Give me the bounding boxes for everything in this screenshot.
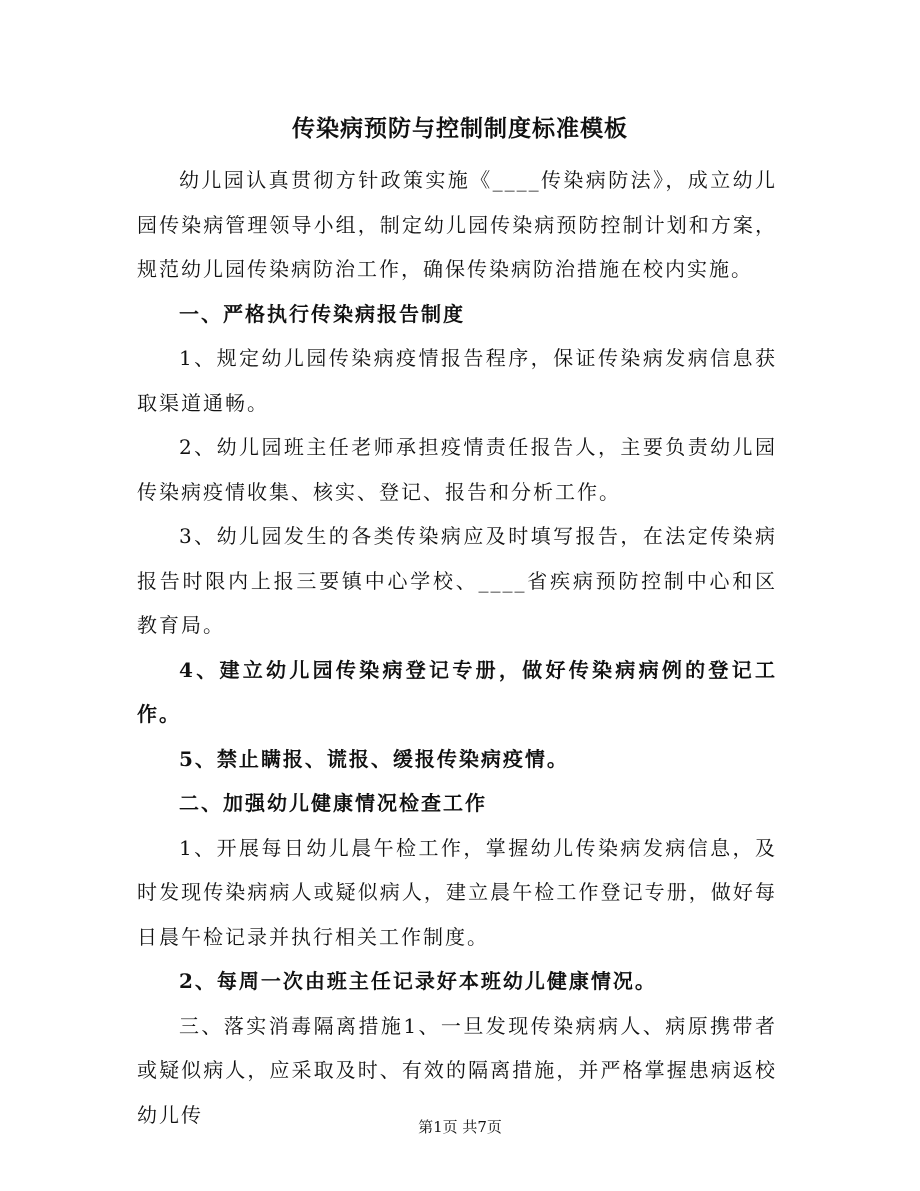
- paragraph: 1、开展每日幼儿晨午检工作，掌握幼儿传染病发病信息，及时发现传染病病人或疑似病人，建立晨午检工作登记专册，做好每日晨午检记录并执行相关工作制度。: [137, 835, 777, 949]
- paragraph: 5、禁止瞒报、谎报、缓报传染病疫情。: [179, 746, 569, 771]
- document-title: 传染病预防与控制制度标准模板: [292, 115, 628, 142]
- paragraph: 1、规定幼儿园传染病疫情报告程序，保证传染病发病信息获取渠道通畅。: [137, 346, 777, 415]
- document-body: [137, 158, 777, 1137]
- paragraph: 4、建立幼儿园传染病登记专册，做好传染病病例的登记工作。: [137, 657, 777, 726]
- section-heading: 一、严格执行传染病报告制度: [179, 301, 465, 326]
- paragraph: 幼儿园认真贯彻方针政策实施《____传染病防法》，成立幼儿园传染病管理领导小组，制定幼儿园传染病预防控制计划和方案，规范幼儿园传染病防治工作，确保传染病防治措施在校内实施。: [137, 168, 777, 281]
- paragraph: 2、幼儿园班主任老师承担疫情责任报告人，主要负责幼儿园传染病疫情收集、核实、登记、报告和分析工作。: [137, 435, 777, 504]
- paragraph: 3、幼儿园发生的各类传染病应及时填写报告，在法定传染病报告时限内上报三要镇中心学校、____省疾病预防控制中心和区教育局。: [137, 524, 777, 637]
- section-heading: 二、加强幼儿健康情况检查工作: [179, 791, 487, 815]
- page-number-footer: 第1页 共7页: [418, 1118, 502, 1136]
- paragraph: 三、落实消毒隔离措施1、一旦发现传染病病人、病原携带者或疑似病人，应采取及时、有效的隔离措施，并严格掌握患病返校幼儿传: [137, 1013, 777, 1127]
- paragraph: 2、每周一次由班主任记录好本班幼儿健康情况。: [179, 969, 657, 993]
